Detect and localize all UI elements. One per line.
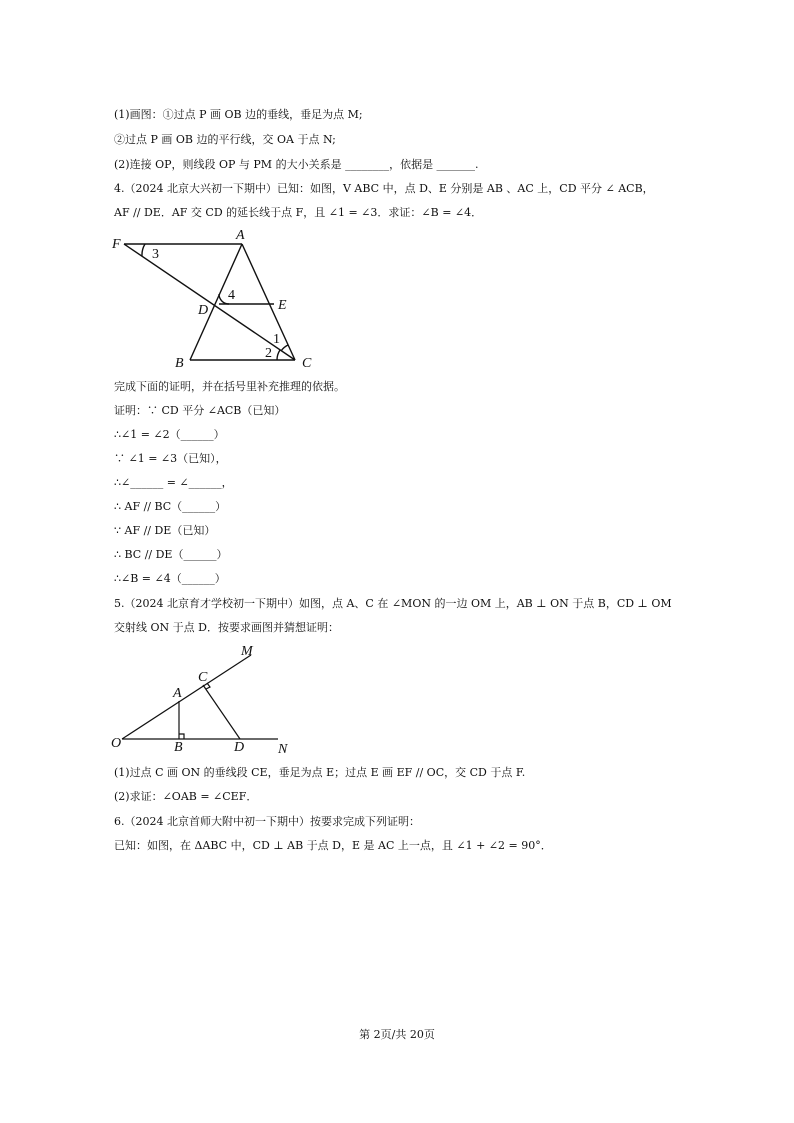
page-number-footer: 第 2页/共 20页: [359, 1028, 435, 1041]
q4-proof-line: ∵ AF // DE（已知）: [114, 524, 216, 537]
q4-stem-line1: 4.（2024 北京大兴初一下期中）已知：如图，V ABC 中，点 D、E 分别是 AB 、AC 上，CD 平分 ∠ ACB，: [114, 182, 654, 195]
segment-fc: [124, 244, 295, 360]
label-o: O: [111, 736, 122, 751]
label-angle-1: 1: [273, 332, 280, 347]
label-b: B: [174, 740, 183, 755]
q3-part1-text: (1)画图：①过点 P 画 OB 边的垂线，垂足为点 M;: [114, 108, 363, 121]
label-a: A: [173, 686, 182, 701]
label-n: N: [278, 742, 288, 756]
q6-stem-line1: 6.（2024 北京首师大附中初一下期中）按要求完成下列证明：: [114, 815, 420, 828]
label-a: A: [236, 228, 245, 243]
label-d: D: [234, 740, 245, 755]
angle-2-arc: [277, 350, 280, 360]
q4-proof-line: ∴∠______ = ∠______，: [114, 476, 233, 489]
angle-3-arc: [142, 244, 145, 256]
q4-proof-line: ∵ ∠1 = ∠3（已知），: [114, 452, 227, 465]
segment-cd: [203, 685, 240, 739]
q4-proof-line: ∴ BC // DE（______）: [114, 548, 228, 561]
q6-stem-line2: 已知：如图，在 ΔABC 中，CD ⊥ AB 于点 D，E 是 AC 上一点，且 ∠1 + ∠2 = 90°．: [114, 839, 552, 852]
label-c: C: [198, 670, 208, 685]
label-angle-4: 4: [228, 288, 235, 303]
right-angle-b: [179, 734, 184, 739]
q4-stem-line2: AF // DE．AF 交 CD 的延长线于点 F，且 ∠1 = ∠3．求证：∠B = ∠4．: [114, 206, 483, 219]
label-c: C: [302, 356, 312, 371]
angle-1-arc: [281, 345, 288, 351]
q5-stem-line1: 5.（2024 北京育才学校初一下期中）如图，点 A、C 在 ∠MON 的一边 OM 上，AB ⊥ ON 于点 B，CD ⊥ OM: [114, 597, 672, 610]
q4-proof-line: ∴∠1 = ∠2（______）: [114, 428, 225, 441]
label-e: E: [278, 298, 287, 313]
label-b: B: [175, 356, 184, 371]
label-d: D: [198, 303, 209, 318]
q4-proof-line: ∴∠B = ∠4（______）: [114, 572, 226, 585]
q5-part2: (2)求证：∠OAB = ∠CEF．: [114, 790, 258, 803]
label-m: M: [241, 644, 253, 659]
label-angle-3: 3: [152, 247, 159, 262]
label-f: F: [112, 237, 121, 252]
q4-proof-line: 证明：∵ CD 平分 ∠ACB（已知）: [114, 404, 286, 417]
q5-part1: (1)过点 C 画 ON 的垂线段 CE，垂足为点 E；过点 E 画 EF // OC，交 CD 于点 F.: [114, 766, 526, 779]
label-angle-2: 2: [265, 346, 272, 361]
q5-stem-line2: 交射线 ON 于点 D．按要求画图并猜想证明：: [114, 621, 339, 634]
q3-part2-text: (2)连接 OP，则线段 OP 与 PM 的大小关系是 ________，依据是 _______.: [114, 158, 479, 171]
q4-proof-line: ∴ AF // BC（______）: [114, 500, 227, 513]
q3-part1b-text: ②过点 P 画 OB 边的平行线，交 OA 于点 N;: [114, 133, 336, 146]
q4-triangle-figure: [105, 225, 335, 373]
q4-instruction: 完成下面的证明，并在括号里补充推理的依据。: [114, 380, 345, 393]
q5-angle-figure: [105, 640, 305, 756]
